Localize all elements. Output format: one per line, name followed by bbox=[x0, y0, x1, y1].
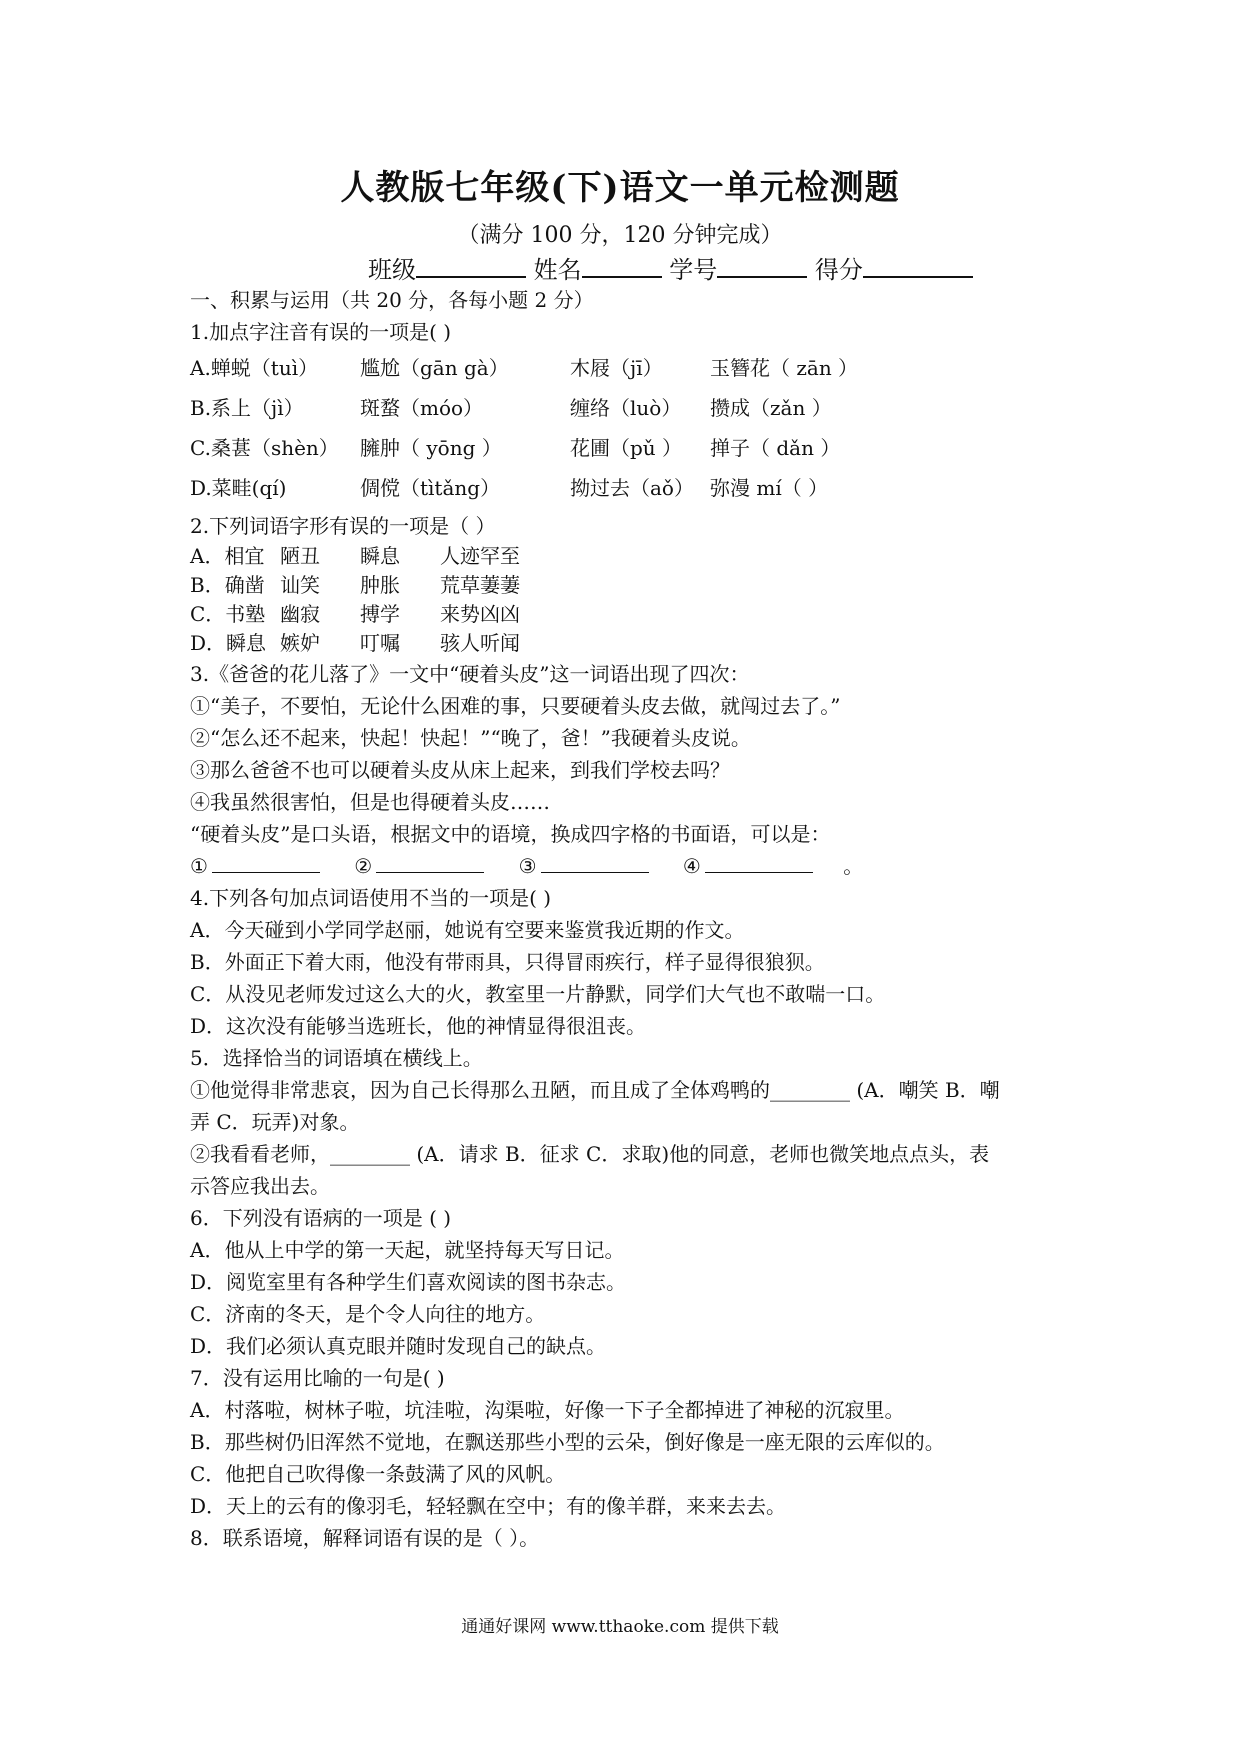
page-subtitle: （满分 100 分，120 分钟完成） bbox=[457, 223, 783, 248]
word-cell: 人迹罕至 bbox=[440, 544, 520, 568]
answer-blank-1[interactable] bbox=[212, 852, 320, 873]
score-label: 得分 bbox=[814, 256, 863, 284]
question-5-item-1: ①他觉得非常悲哀，因为自己长得那么丑陋，而且成了全体鸡鸭的________ (A．嘲笑 B．嘲 bbox=[190, 1078, 1000, 1102]
exam-content bbox=[190, 284, 1070, 1554]
class-blank[interactable] bbox=[416, 254, 526, 278]
question-4-option-c: C．从没见老师发过这么大的火，教室里一片静默，同学们大气也不敢喘一口。 bbox=[190, 982, 886, 1006]
word-cell: 嫉妒 bbox=[280, 631, 320, 655]
question-2-option-b bbox=[190, 571, 1070, 600]
sentence-end: 。 bbox=[843, 854, 864, 878]
blank-marker: ④ bbox=[682, 854, 701, 878]
question-5-item-2: ②我看看老师，________ (A．请求 B．征求 C．求取)他的同意，老师也微笑地点点头，表 bbox=[190, 1142, 990, 1166]
question-6-option-b: D．阅览室里有各种学生们喜欢阅读的图书杂志。 bbox=[190, 1270, 627, 1294]
word-cell: C．书塾 bbox=[190, 602, 266, 626]
word-cell: 讪笑 bbox=[280, 573, 320, 597]
section-heading: 一、积累与运用（共 20 分，各每小题 2 分） bbox=[190, 288, 594, 312]
word-cell: 肿胀 bbox=[360, 573, 400, 597]
question-3-item-3: ③那么爸爸不也可以硬着头皮从床上起来，到我们学校去吗？ bbox=[190, 758, 730, 782]
option-cell: 玉簪花（ zān ） bbox=[710, 356, 859, 380]
question-6-option-d: D．我们必须认真克眼并随时发现自己的缺点。 bbox=[190, 1334, 607, 1358]
name-label: 姓名 bbox=[533, 256, 582, 284]
answer-blank-4[interactable] bbox=[705, 852, 813, 873]
option-cell: 缠络（luò） bbox=[570, 396, 682, 420]
question-1-option-d bbox=[190, 468, 1070, 508]
student-info-line bbox=[368, 250, 973, 285]
question-6-option-a: A．他从上中学的第一天起，就坚持每天写日记。 bbox=[190, 1238, 625, 1262]
question-7-option-b: B．那些树仍旧浑然不觉地，在飘送那些小型的云朵，倒好像是一座无限的云库似的。 bbox=[190, 1430, 945, 1454]
question-2-stem: 2.下列词语字形有误的一项是（ ） bbox=[190, 514, 496, 538]
blank-marker: ① bbox=[190, 854, 208, 878]
question-7-option-a: A．村落啦，树林子啦，坑洼啦，沟渠啦，好像一下子全都掉进了神秘的沉寂里。 bbox=[190, 1398, 905, 1422]
word-cell: 来势凶凶 bbox=[440, 602, 520, 626]
question-8-stem: 8．联系语境，解释词语有误的是（ ）。 bbox=[190, 1526, 540, 1550]
blank-marker: ③ bbox=[518, 854, 537, 878]
option-cell: 木屐（jī） bbox=[570, 356, 663, 380]
option-cell: 倜傥（tìtǎng） bbox=[360, 476, 501, 500]
page-title: 人教版七年级(下)语文一单元检测题 bbox=[340, 168, 900, 208]
word-cell: 瞬息 bbox=[360, 544, 400, 568]
blank-marker: ② bbox=[354, 854, 373, 878]
score-blank[interactable] bbox=[863, 254, 973, 278]
word-cell: A．相宜 bbox=[190, 544, 265, 568]
word-cell: 幽寂 bbox=[280, 602, 320, 626]
option-cell: D.菜畦(qí) bbox=[190, 476, 287, 500]
option-cell: 尴尬（gān gà） bbox=[360, 356, 509, 380]
question-7-option-d: D．天上的云有的像羽毛，轻轻飘在空中；有的像羊群，来来去去。 bbox=[190, 1494, 787, 1518]
word-cell: 陋丑 bbox=[280, 544, 320, 568]
question-2-option-a bbox=[190, 542, 1070, 571]
question-7-stem: 7．没有运用比喻的一句是( ) bbox=[190, 1366, 445, 1390]
option-cell: A.蝉蜕（tuì） bbox=[190, 356, 319, 380]
option-cell: 掸子（ dǎn ） bbox=[710, 436, 841, 460]
option-cell: B.系上（jì） bbox=[190, 396, 304, 420]
word-cell: 叮嘱 bbox=[360, 631, 400, 655]
footer-credit: 通通好课网 www.tthaoke.com 提供下载 bbox=[461, 1617, 779, 1637]
question-3-item-2: ②“怎么还不起来，快起！快起！”“晚了，爸！”我硬着头皮说。 bbox=[190, 726, 751, 750]
question-4-option-a: A．今天碰到小学同学赵丽，她说有空要来鉴赏我近期的作文。 bbox=[190, 918, 745, 942]
question-4-option-d: D．这次没有能够当选班长，他的神情显得很沮丧。 bbox=[190, 1014, 647, 1038]
name-blank[interactable] bbox=[582, 254, 662, 278]
option-cell: 拗过去（aǒ） bbox=[570, 476, 694, 500]
question-5-stem: 5．选择恰当的词语填在横线上。 bbox=[190, 1046, 483, 1070]
option-cell: 臃肿（ yōng ） bbox=[360, 436, 502, 460]
question-5-item-1-cont: 弄 C．玩弄)对象。 bbox=[190, 1110, 360, 1134]
question-4-stem: 4.下列各句加点词语使用不当的一项是( ) bbox=[190, 886, 552, 910]
student-number-label: 学号 bbox=[669, 256, 718, 284]
option-cell: C.桑葚（shèn） bbox=[190, 436, 339, 460]
question-4-option-b: B．外面正下着大雨，他没有带雨具，只得冒雨疾行，样子显得很狼狈。 bbox=[190, 950, 825, 974]
question-1-option-c bbox=[190, 428, 1070, 468]
word-cell: 搏学 bbox=[360, 602, 400, 626]
question-5-item-2-cont: 示答应我出去。 bbox=[190, 1174, 330, 1198]
word-cell: B．确凿 bbox=[190, 573, 265, 597]
question-2-option-d bbox=[190, 629, 1070, 658]
question-3-blanks bbox=[190, 850, 1070, 882]
question-6-option-c: C．济南的冬天，是个令人向往的地方。 bbox=[190, 1302, 546, 1326]
answer-blank-3[interactable] bbox=[541, 852, 649, 873]
class-label: 班级 bbox=[368, 256, 416, 284]
option-cell: 花圃（pǔ ） bbox=[570, 436, 683, 460]
question-2-option-c bbox=[190, 600, 1070, 629]
question-3-prompt: “硬着头皮”是口头语，根据文中的语境，换成四字格的书面语，可以是： bbox=[190, 822, 831, 846]
word-cell: D．瞬息 bbox=[190, 631, 267, 655]
word-cell: 荒草萋萋 bbox=[440, 573, 520, 597]
question-7-option-c: C．他把自己吹得像一条鼓满了风的风帆。 bbox=[190, 1462, 566, 1486]
question-6-stem: 6．下列没有语病的一项是 ( ) bbox=[190, 1206, 452, 1230]
question-3-stem: 3.《爸爸的花儿落了》一文中“硬着头皮”这一词语出现了四次： bbox=[190, 662, 750, 686]
question-1-option-b bbox=[190, 388, 1070, 428]
word-cell: 骇人听闻 bbox=[440, 631, 520, 655]
question-3-item-4: ④我虽然很害怕，但是也得硬着头皮…… bbox=[190, 790, 550, 814]
question-1-stem: 1.加点字注音有误的一项是( ) bbox=[190, 320, 452, 344]
question-3-item-1: ①“美子，不要怕，无论什么困难的事，只要硬着头皮去做，就闯过去了。” bbox=[190, 694, 841, 718]
answer-blank-2[interactable] bbox=[376, 852, 484, 873]
question-1-option-a bbox=[190, 348, 1070, 388]
option-cell: 弥漫 mí（ ） bbox=[710, 476, 829, 500]
option-cell: 攒成（zǎn ） bbox=[710, 396, 832, 420]
option-cell: 斑蝥（móo） bbox=[360, 396, 484, 420]
student-number-blank[interactable] bbox=[717, 254, 807, 278]
